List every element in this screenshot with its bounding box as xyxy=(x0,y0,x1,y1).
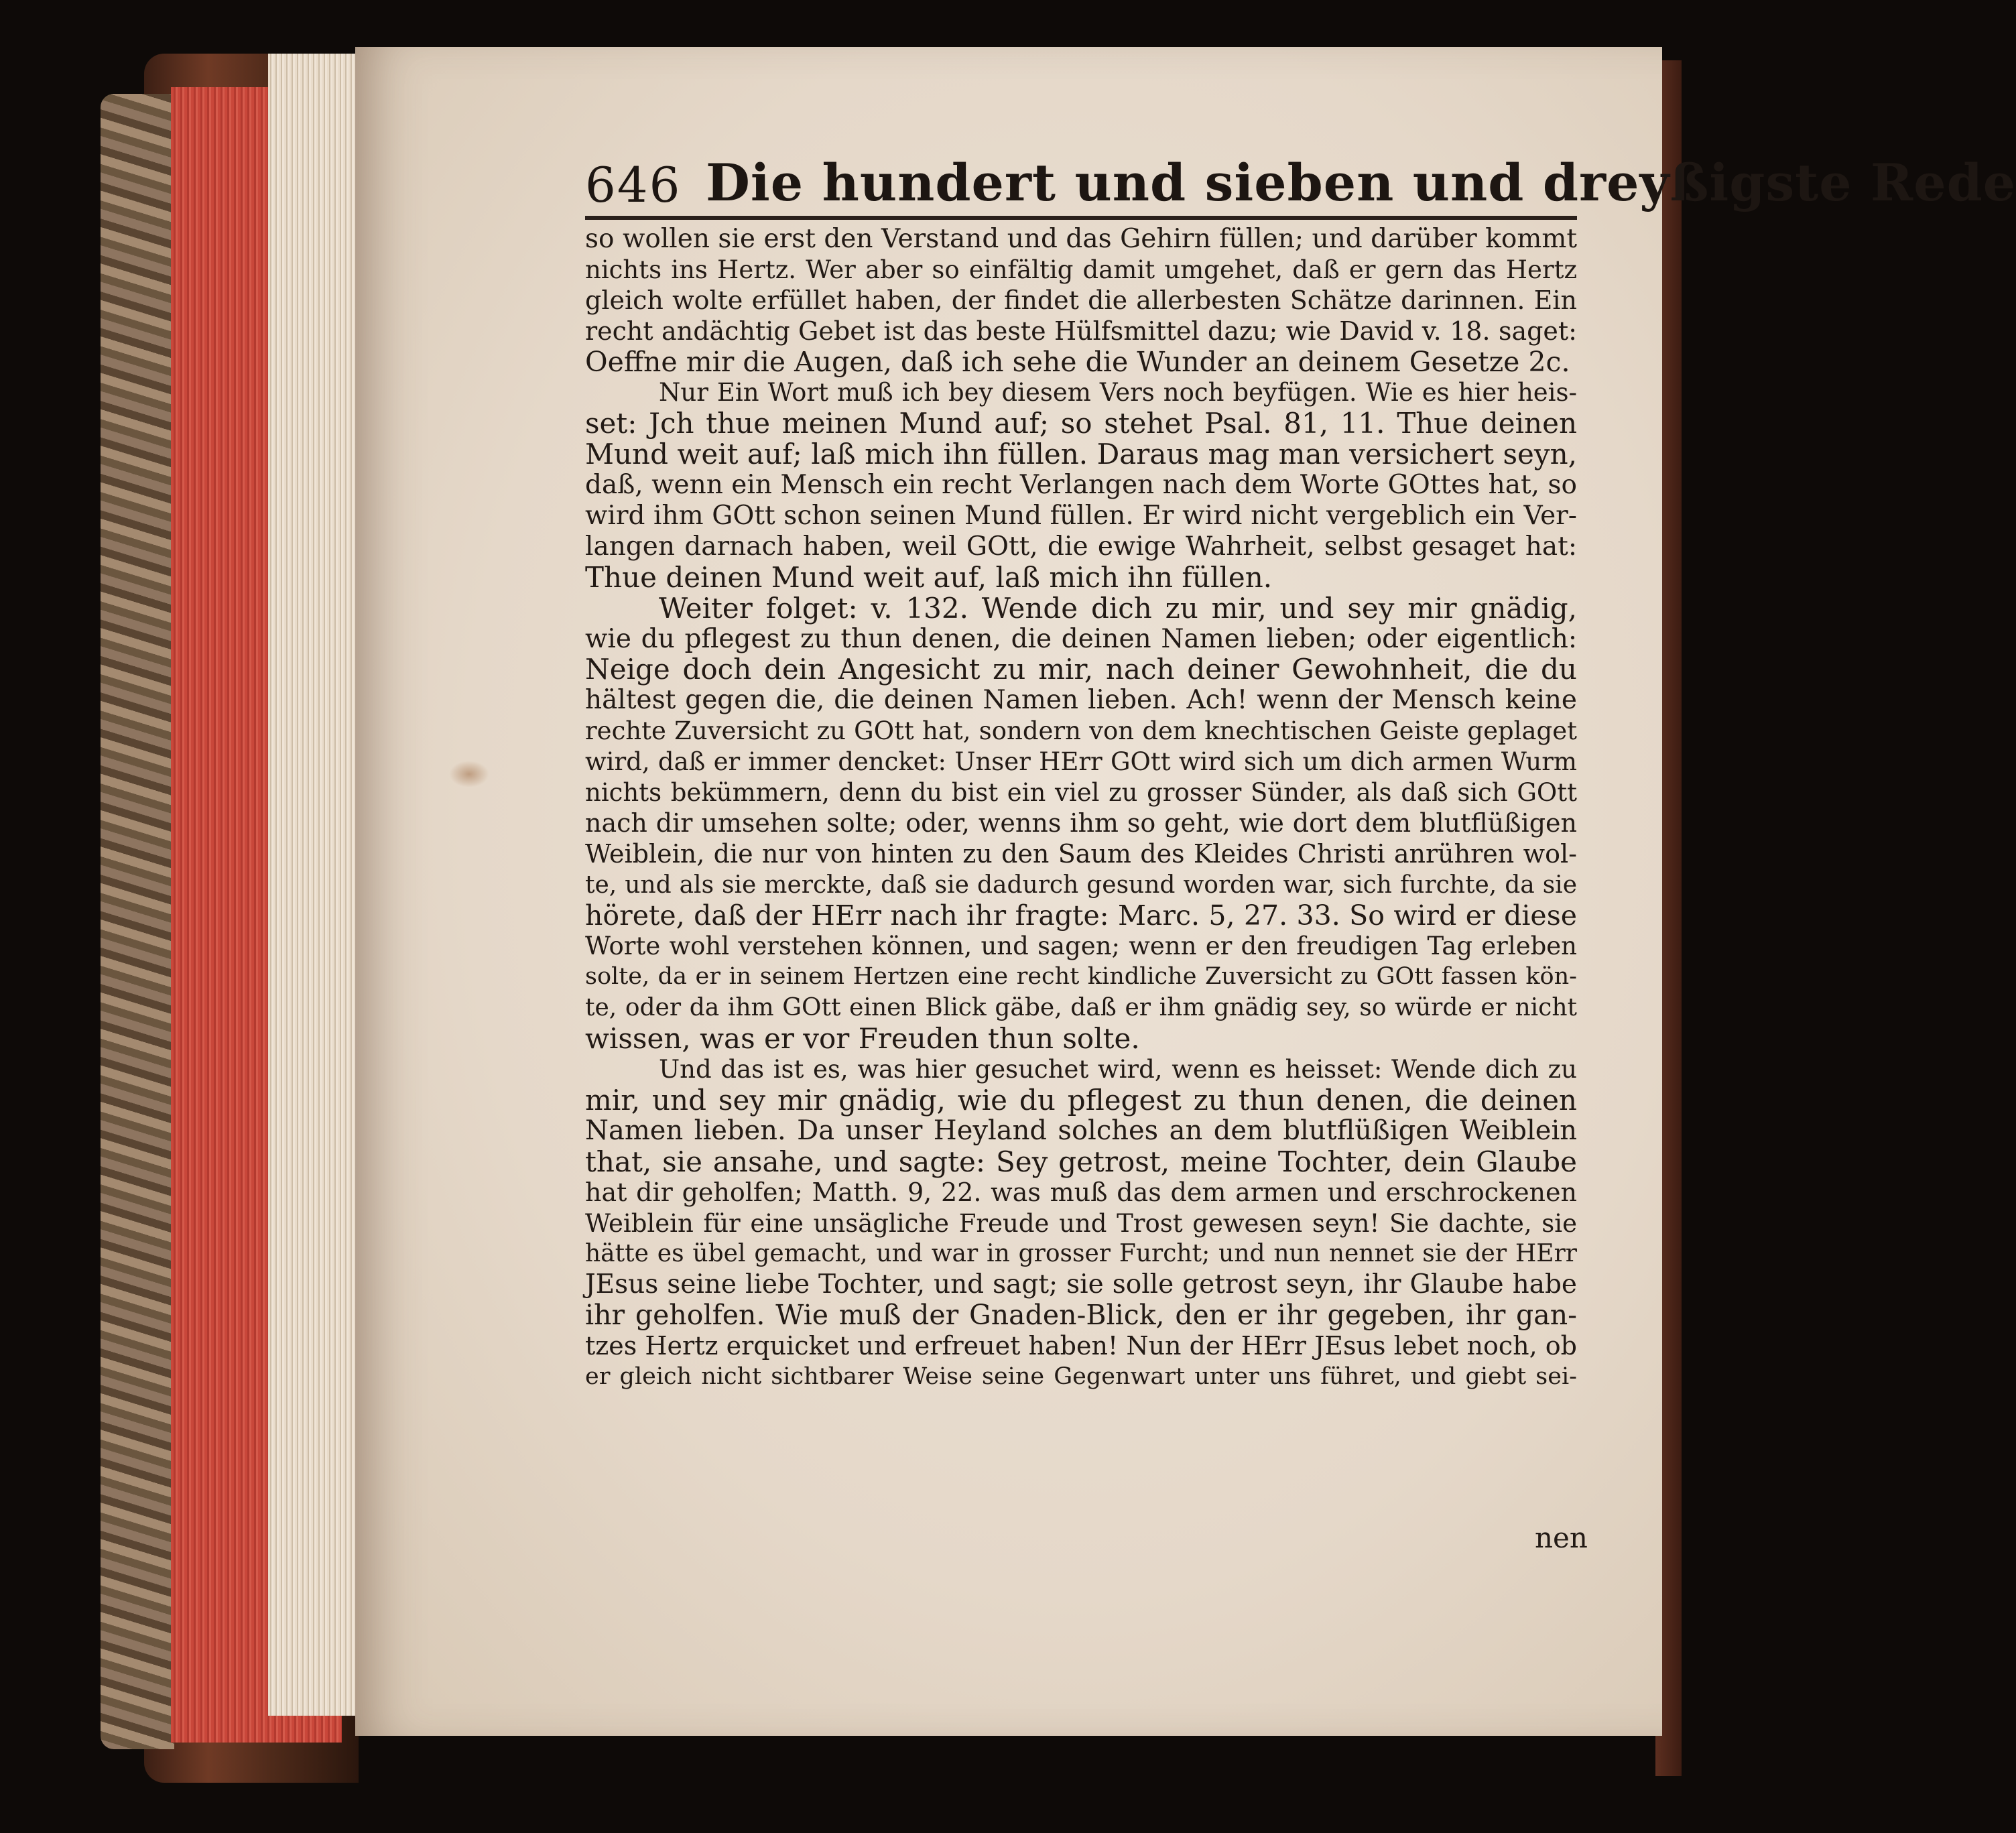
text-line: solte, da er in seinem Hertzen eine recht kindliche Zuversicht zu GOtt fassen kön- xyxy=(585,963,1577,991)
text-line: Weiblein für eine unsägliche Freude und Trost gewesen seyn! Sie dachte, sie xyxy=(585,1208,1577,1238)
text-line: Thue deinen Mund weit auf, laß mich ihn füllen. xyxy=(585,560,1273,594)
text-line: Mund weit auf; laß mich ihn füllen. Daraus mag man versichert seyn, xyxy=(585,438,1577,471)
text-line: wissen, was er vor Freuden thun solte. xyxy=(585,1022,1140,1056)
text-line: Namen lieben. Da unser Heyland solches an dem blutflüßigen Weiblein xyxy=(585,1115,1577,1146)
text-line: JEsus seine liebe Tochter, und sagt; sie solle getrost seyn, ihr Glaube habe xyxy=(585,1269,1577,1300)
text-line: Neige doch dein Angesicht zu mir, nach deiner Gewohnheit, die du xyxy=(585,653,1577,686)
text-line: Und das ist es, was hier gesuchet wird, wenn es heisset: Wende dich zu xyxy=(659,1055,1577,1084)
page-stain xyxy=(449,761,489,787)
text-line: hörete, daß der HErr nach ihr fragte: Marc. 5, 27. 33. So wird er diese xyxy=(585,899,1577,932)
text-line: Oeffne mir die Augen, daß ich sehe die Wunder an deinem Gesetze 2c. xyxy=(585,345,1570,378)
text-line: rechte Zuversicht zu GOtt hat, sondern von dem knechtischen Geiste geplaget xyxy=(585,716,1577,746)
text-line: langen darnach haben, weil GOtt, die ewige Wahrheit, selbst gesaget hat: xyxy=(585,531,1577,562)
text-line: nach dir umsehen solte; oder, wenns ihm so geht, wie dort dem blutflüßigen xyxy=(585,808,1577,838)
text-line: te, oder da ihm GOtt einen Blick gäbe, daß er ihm gnädig sey, so würde er nicht xyxy=(585,994,1577,1022)
text-line: ihr geholfen. Wie muß der Gnaden-Blick, den er ihr gegeben, ihr gan- xyxy=(585,1299,1577,1332)
text-line: wie du pflegest zu thun denen, die deinen Namen lieben; oder eigentlich: xyxy=(585,623,1577,654)
text-line: wird, daß er immer dencket: Unser HErr GOtt wird sich um dich armen Wurm xyxy=(585,747,1577,777)
header-rule xyxy=(585,216,1577,220)
running-head: Die hundert und sieben und dreyßigste Rede xyxy=(706,153,2016,212)
text-line: recht andächtig Gebet ist das beste Hülfsmittel dazu; wie David v. 18. saget: xyxy=(585,316,1577,346)
text-line: te, und als sie merckte, daß sie dadurch gesund worden war, sich furchte, da sie xyxy=(585,871,1577,899)
marbled-cover-edge xyxy=(101,94,174,1749)
text-line: nichts bekümmern, denn du bist ein viel zu grosser Sünder, als daß sich GOtt xyxy=(585,778,1577,808)
text-line: gleich wolte erfüllet haben, der findet die allerbesten Schätze darinnen. Ein xyxy=(585,285,1577,315)
text-line: er gleich nicht sichtbarer Weise seine Gegenwart unter uns führet, und giebt sei- xyxy=(585,1363,1577,1390)
page-number: 646 xyxy=(585,157,682,213)
text-line: tzes Hertz erquicket und erfreuet haben! Nun der HErr JEsus lebet noch, ob xyxy=(585,1331,1577,1361)
text-line: Nur Ein Wort muß ich bey diesem Vers noch beyfügen. Wie es hier heis- xyxy=(659,378,1577,407)
text-line: hältest gegen die, die deinen Namen lieben. Ach! wenn der Mensch keine xyxy=(585,685,1577,716)
text-line: wird ihm GOtt schon seinen Mund füllen. Er wird nicht vergeblich ein Ver- xyxy=(585,501,1577,531)
text-line: Worte wohl verstehen können, und sagen; wenn er den freudigen Tag erleben xyxy=(585,932,1577,961)
page-header xyxy=(585,142,2016,216)
text-line: Weiter folget: v. 132. Wende dich zu mir, und sey mir gnädig, xyxy=(659,591,1577,625)
text-line: hat dir geholfen; Matth. 9, 22. was muß das dem armen und erschrockenen xyxy=(585,1177,1577,1207)
text-line: set: Jch thue meinen Mund auf; so stehet Psal. 81, 11. Thue deinen xyxy=(585,407,1577,440)
text-line: that, sie ansahe, und sagte: Sey getrost, meine Tochter, dein Glaube xyxy=(585,1145,1577,1178)
text-line: nichts ins Hertz. Wer aber so einfältig damit umgehet, daß er gern das Hertz xyxy=(585,255,1577,284)
text-line: mir, und sey mir gnädig, wie du pflegest zu thun denen, die deinen xyxy=(585,1083,1577,1117)
text-line: Weiblein, die nur von hinten zu den Saum des Kleides Christi anrühren wol- xyxy=(585,838,1577,869)
text-line: so wollen sie erst den Verstand und das Gehirn füllen; und darüber kommt xyxy=(585,224,1577,254)
body-text xyxy=(585,224,1577,1393)
catchword: nen xyxy=(1535,1521,1588,1554)
text-line: daß, wenn ein Mensch ein recht Verlangen nach dem Worte GOttes hat, so xyxy=(585,470,1577,501)
text-line: hätte es übel gemacht, und war in grosser Furcht; und nun nennet sie der HErr xyxy=(585,1240,1577,1268)
